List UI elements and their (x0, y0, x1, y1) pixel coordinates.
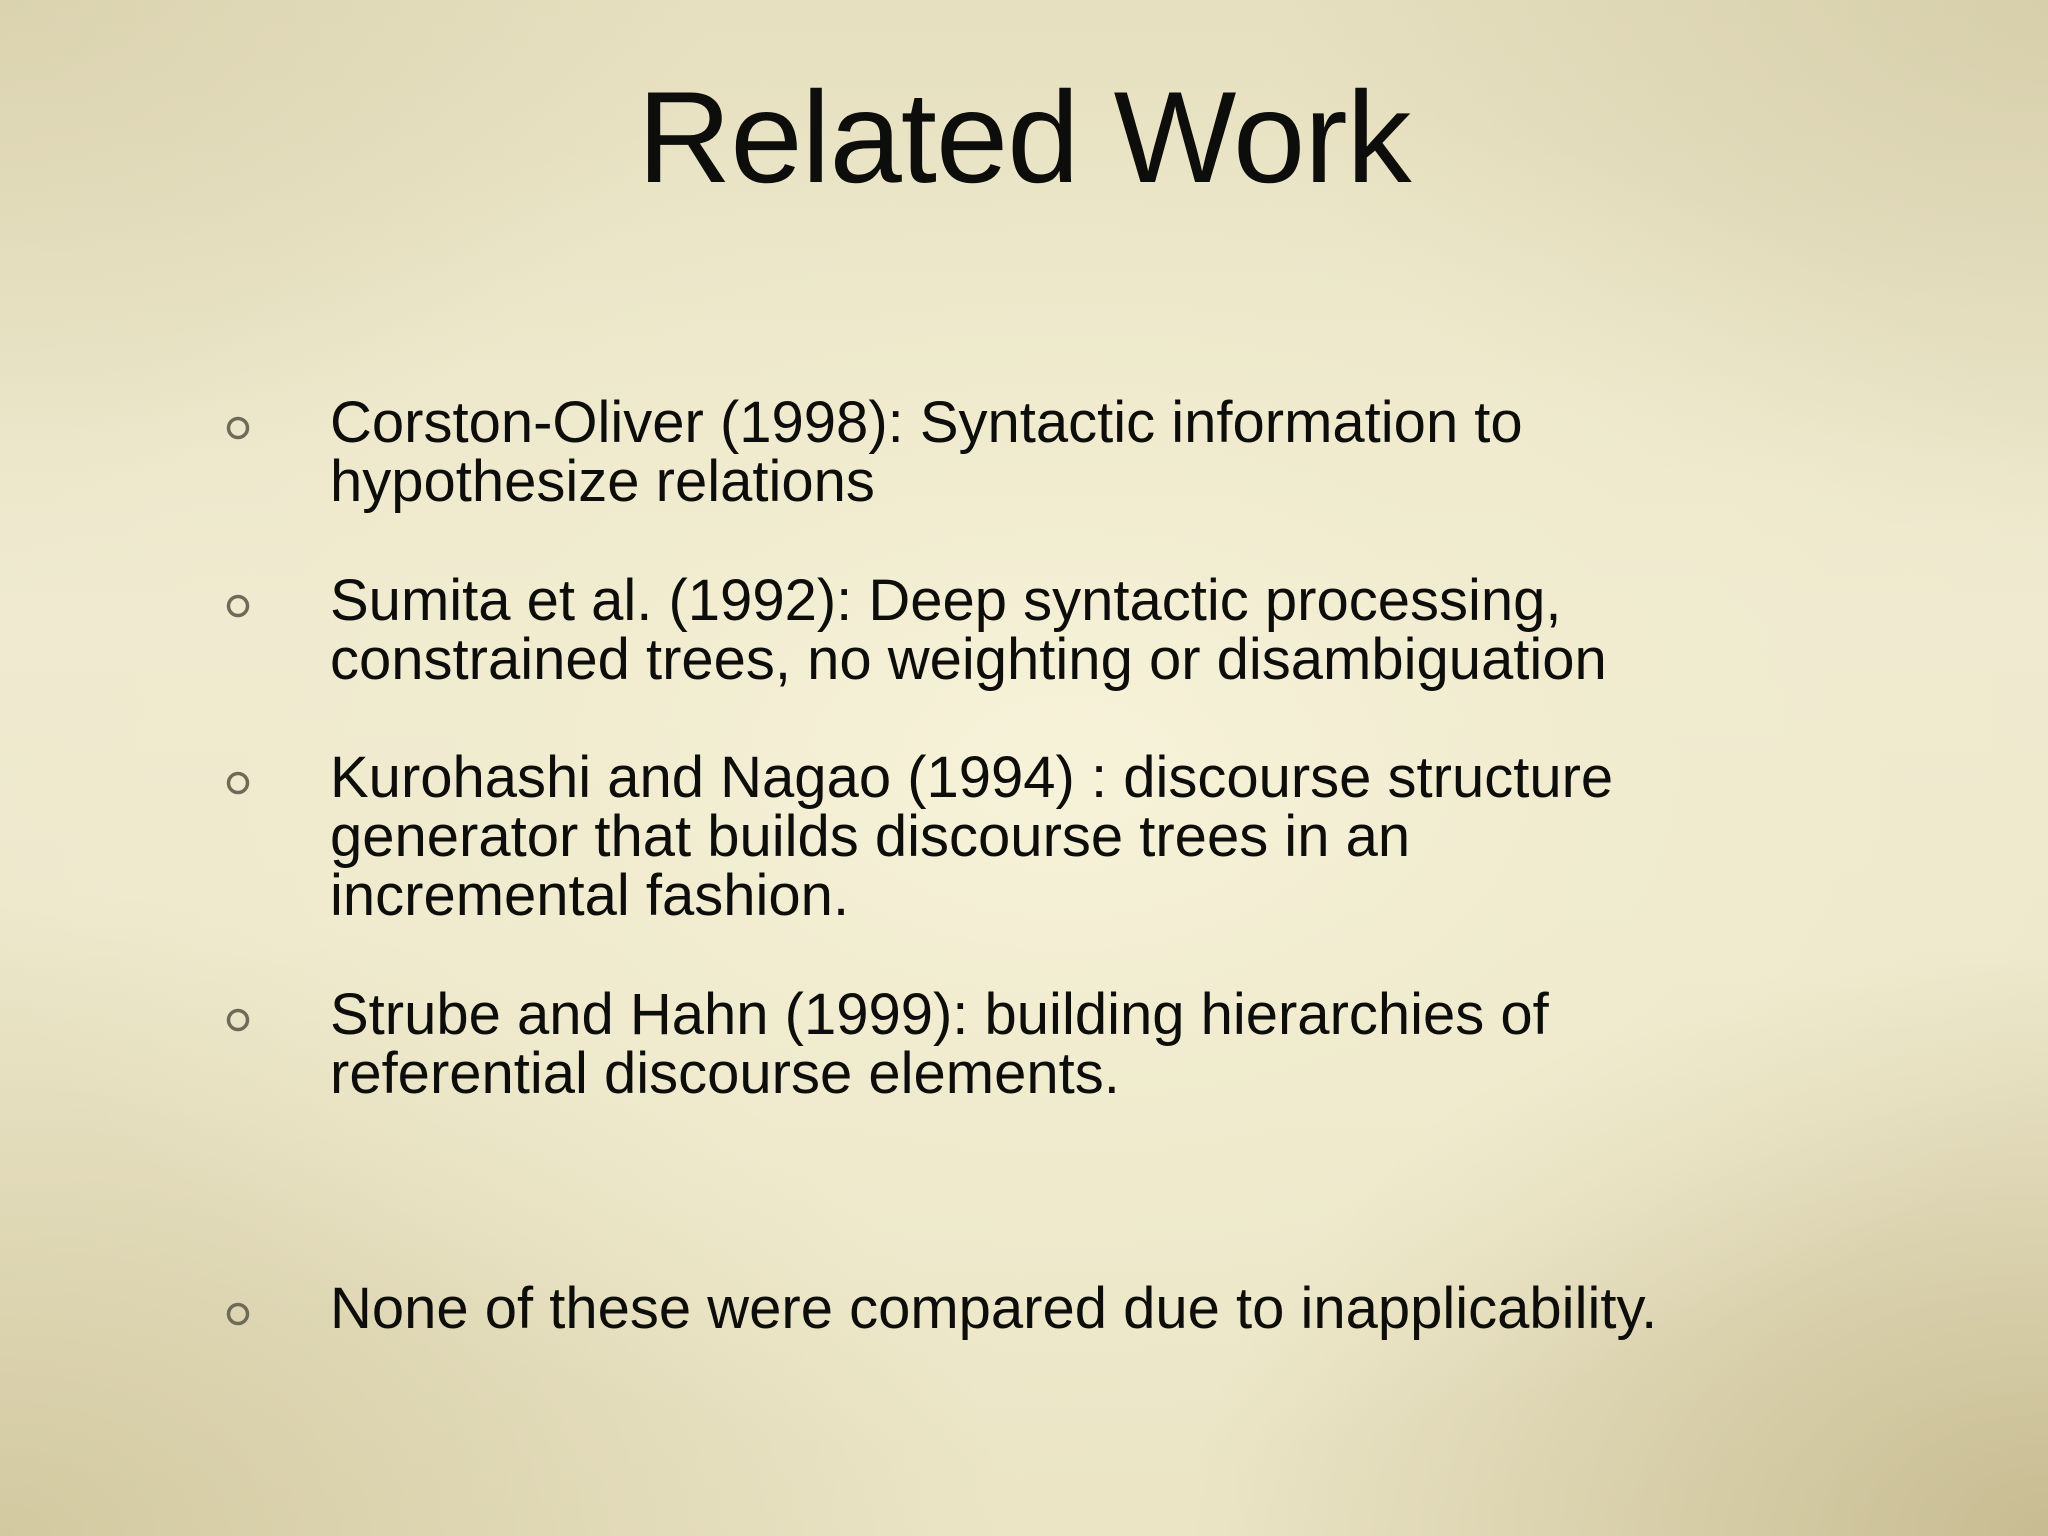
open-circle-icon (225, 770, 251, 796)
bullet-text: Kurohashi and Nagao (1994) : discourse structure generator that builds discourse trees in an incremental fashion. (330, 745, 1614, 928)
open-circle-icon (225, 1301, 251, 1327)
bullet-text: Sumita et al. (1992): Deep syntactic processing, constrained trees, no weighting or disambiguation (330, 568, 1607, 692)
bullet-text: Strube and Hahn (1999): building hierarchies of referential discourse elements. (330, 982, 1549, 1106)
open-circle-icon (225, 415, 251, 441)
open-circle-icon (225, 593, 251, 619)
slide-title: Related Work (637, 64, 1411, 210)
open-circle-icon (225, 1007, 251, 1033)
bullet-text: None of these were compared due to inapplicability. (330, 1276, 1658, 1341)
bullet-text: Corston-Oliver (1998): Syntactic information to hypothesize relations (330, 390, 1523, 514)
